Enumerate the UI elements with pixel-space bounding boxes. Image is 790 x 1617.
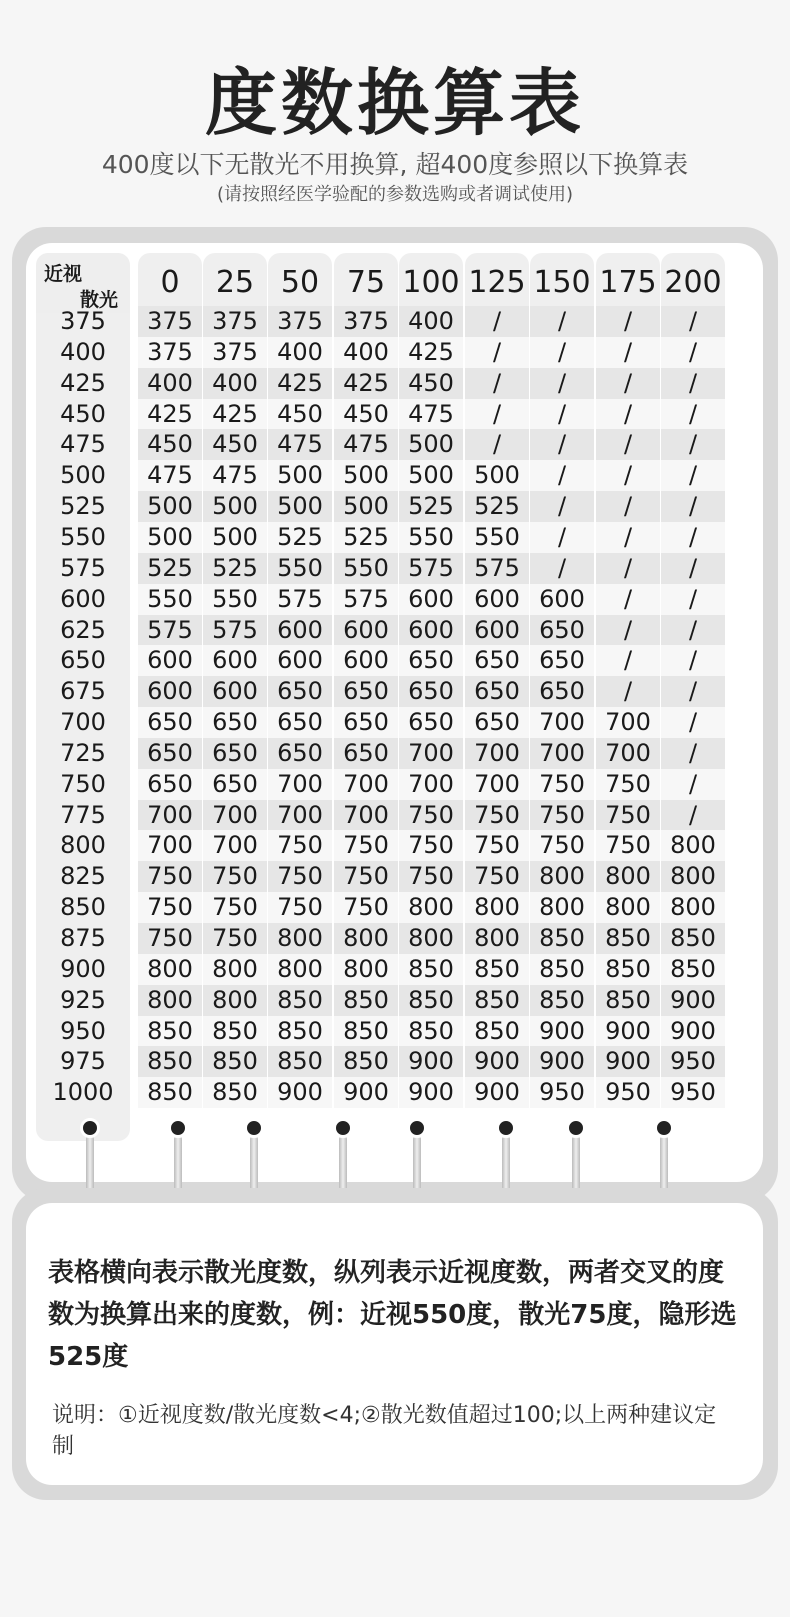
row-header: 425 bbox=[60, 368, 106, 397]
table-cell: 475 bbox=[138, 460, 202, 491]
table-cell: 525 bbox=[334, 522, 398, 553]
table-cell: / bbox=[661, 584, 725, 615]
table-cell: / bbox=[661, 337, 725, 368]
table-cell: / bbox=[530, 491, 594, 522]
table-cell: 850 bbox=[465, 1016, 529, 1047]
table-cell: 450 bbox=[203, 429, 267, 460]
table-cell: 850 bbox=[334, 1016, 398, 1047]
table-cell: 600 bbox=[203, 645, 267, 676]
table-cell: / bbox=[465, 306, 529, 337]
table-cell: 525 bbox=[203, 553, 267, 584]
table-cell: 750 bbox=[203, 923, 267, 954]
row-header: 375 bbox=[60, 307, 106, 335]
table-cell: 600 bbox=[268, 615, 332, 646]
page-title: 度数换算表 bbox=[204, 61, 585, 145]
table-cell: 700 bbox=[465, 738, 529, 769]
table-cell: / bbox=[661, 738, 725, 769]
column-header: 150 bbox=[530, 253, 594, 313]
table-cell: 750 bbox=[399, 830, 463, 861]
row-header: 775 bbox=[60, 800, 106, 829]
table-cell: 800 bbox=[530, 861, 594, 892]
table-cell: 375 bbox=[138, 337, 202, 368]
custom-order-note: 说明：①近视度数/散光度数<4;②散光数值超过100;以上两种建议定制 bbox=[52, 1403, 717, 1459]
table-cell: 750 bbox=[399, 861, 463, 892]
row-header: 725 bbox=[60, 738, 106, 767]
table-cell: 850 bbox=[530, 954, 594, 985]
table-cell: 950 bbox=[661, 1077, 725, 1108]
table-cell: 525 bbox=[268, 522, 332, 553]
table-cell: 800 bbox=[596, 892, 660, 923]
table-cell: 850 bbox=[530, 923, 594, 954]
table-cell: 600 bbox=[465, 584, 529, 615]
table-cell: 850 bbox=[334, 985, 398, 1016]
table-cell: 525 bbox=[465, 491, 529, 522]
table-cell: / bbox=[596, 399, 660, 430]
table-cell: 550 bbox=[138, 584, 202, 615]
table-cell: 400 bbox=[138, 368, 202, 399]
table-cell: 850 bbox=[138, 1077, 202, 1108]
table-cell: 750 bbox=[596, 769, 660, 800]
table-corner-header bbox=[36, 253, 130, 313]
table-cell: 950 bbox=[530, 1077, 594, 1108]
table-cell: 600 bbox=[138, 645, 202, 676]
table-cell: 850 bbox=[399, 1016, 463, 1047]
table-cell: 850 bbox=[399, 954, 463, 985]
table-cell: 525 bbox=[138, 553, 202, 584]
table-cell: 850 bbox=[138, 1016, 202, 1047]
table-cell: 850 bbox=[138, 1046, 202, 1077]
table-cell: 700 bbox=[203, 830, 267, 861]
table-cell: 650 bbox=[334, 676, 398, 707]
table-cell: / bbox=[661, 769, 725, 800]
table-cell: / bbox=[661, 429, 725, 460]
table-cell: / bbox=[661, 615, 725, 646]
table-cell: 800 bbox=[334, 923, 398, 954]
table-cell: 600 bbox=[334, 615, 398, 646]
table-cell: 475 bbox=[334, 429, 398, 460]
table-cell: 700 bbox=[334, 800, 398, 831]
table-cell: 900 bbox=[399, 1046, 463, 1077]
table-cell: / bbox=[596, 615, 660, 646]
table-cell: 425 bbox=[203, 399, 267, 430]
table-cell: 650 bbox=[334, 738, 398, 769]
table-cell: / bbox=[465, 337, 529, 368]
row-header: 1000 bbox=[52, 1078, 114, 1107]
table-cell: / bbox=[661, 522, 725, 553]
table-cell: 850 bbox=[661, 923, 725, 954]
table-cell: 575 bbox=[334, 584, 398, 615]
table-cell: 900 bbox=[334, 1077, 398, 1108]
table-cell: 375 bbox=[203, 306, 267, 337]
table-cell: / bbox=[530, 306, 594, 337]
binder-hole-top bbox=[496, 1118, 516, 1138]
binder-hole-top bbox=[566, 1118, 586, 1138]
table-cell: 850 bbox=[268, 1046, 332, 1077]
table-cell: 750 bbox=[399, 800, 463, 831]
column-header: 50 bbox=[268, 253, 332, 313]
table-cell: / bbox=[530, 399, 594, 430]
table-cell: 850 bbox=[268, 985, 332, 1016]
table-cell: 900 bbox=[530, 1046, 594, 1077]
table-cell: 900 bbox=[596, 1016, 660, 1047]
table-cell: 750 bbox=[138, 923, 202, 954]
table-cell: 900 bbox=[661, 1016, 725, 1047]
row-header: 525 bbox=[60, 492, 106, 521]
table-cell: 500 bbox=[334, 460, 398, 491]
table-cell: 850 bbox=[203, 1046, 267, 1077]
table-cell: 850 bbox=[661, 954, 725, 985]
table-cell: 800 bbox=[334, 954, 398, 985]
table-cell: 500 bbox=[399, 429, 463, 460]
column-header: 25 bbox=[203, 253, 267, 313]
table-cell: 800 bbox=[268, 954, 332, 985]
table-cell: 575 bbox=[399, 553, 463, 584]
table-cell: / bbox=[596, 306, 660, 337]
row-header: 700 bbox=[60, 708, 106, 737]
table-cell: 850 bbox=[530, 985, 594, 1016]
table-cell: 800 bbox=[399, 923, 463, 954]
table-cell: 700 bbox=[203, 800, 267, 831]
table-cell: 650 bbox=[530, 676, 594, 707]
table-cell: / bbox=[530, 460, 594, 491]
table-cell: 800 bbox=[138, 954, 202, 985]
table-cell: 550 bbox=[203, 584, 267, 615]
table-cell: 550 bbox=[334, 553, 398, 584]
table-cell: 850 bbox=[203, 1077, 267, 1108]
table-cell: 750 bbox=[530, 830, 594, 861]
table-cell: 800 bbox=[268, 923, 332, 954]
table-cell: 750 bbox=[268, 892, 332, 923]
table-cell: 800 bbox=[465, 892, 529, 923]
table-cell: 500 bbox=[399, 460, 463, 491]
table-cell: 850 bbox=[399, 985, 463, 1016]
table-cell: 650 bbox=[530, 615, 594, 646]
table-cell: / bbox=[661, 553, 725, 584]
table-cell: 600 bbox=[138, 676, 202, 707]
table-cell: 450 bbox=[399, 368, 463, 399]
column-header: 175 bbox=[596, 253, 660, 313]
row-header: 500 bbox=[60, 461, 106, 490]
table-cell: 750 bbox=[465, 830, 529, 861]
table-cell: 550 bbox=[465, 522, 529, 553]
row-header: 475 bbox=[60, 430, 106, 459]
table-cell: 700 bbox=[465, 769, 529, 800]
table-cell: 450 bbox=[268, 399, 332, 430]
table-cell: 850 bbox=[268, 1016, 332, 1047]
table-cell: 650 bbox=[203, 738, 267, 769]
table-cell: 400 bbox=[399, 306, 463, 337]
table-cell: 550 bbox=[268, 553, 332, 584]
table-cell: 650 bbox=[465, 645, 529, 676]
table-cell: 800 bbox=[530, 892, 594, 923]
corner-astigmatism-label: 散光 bbox=[80, 289, 119, 311]
table-cell: 650 bbox=[334, 707, 398, 738]
table-cell: 700 bbox=[268, 800, 332, 831]
row-header: 650 bbox=[60, 646, 106, 675]
table-cell: 375 bbox=[334, 306, 398, 337]
row-header: 875 bbox=[60, 924, 106, 952]
column-header: 75 bbox=[334, 253, 398, 313]
table-cell: / bbox=[530, 337, 594, 368]
column-header: 125 bbox=[465, 253, 529, 313]
binder-hole-top bbox=[244, 1118, 264, 1138]
column-header: 0 bbox=[138, 253, 202, 313]
table-cell: 750 bbox=[530, 800, 594, 831]
table-cell: 750 bbox=[334, 830, 398, 861]
table-cell: 600 bbox=[203, 676, 267, 707]
table-cell: / bbox=[596, 553, 660, 584]
table-cell: 700 bbox=[399, 738, 463, 769]
table-cell: / bbox=[661, 306, 725, 337]
table-cell: 425 bbox=[334, 368, 398, 399]
table-cell: 650 bbox=[268, 738, 332, 769]
binder-hole-top bbox=[333, 1118, 353, 1138]
table-cell: 750 bbox=[203, 892, 267, 923]
row-header: 900 bbox=[60, 954, 106, 983]
page-subtitle: 400度以下无散光不用换算, 超400度参照以下换算表 bbox=[101, 150, 689, 179]
row-header: 825 bbox=[60, 862, 106, 891]
table-cell: 425 bbox=[268, 368, 332, 399]
usage-note: (请按照经医学验配的参数选购或者调试使用) bbox=[216, 184, 574, 205]
table-cell: / bbox=[530, 553, 594, 584]
row-header: 750 bbox=[60, 769, 106, 798]
table-cell: 600 bbox=[465, 615, 529, 646]
table-cell: 650 bbox=[530, 645, 594, 676]
table-cell: 600 bbox=[399, 615, 463, 646]
table-cell: 800 bbox=[596, 861, 660, 892]
table-cell: 375 bbox=[203, 337, 267, 368]
table-cell: / bbox=[596, 522, 660, 553]
table-cell: 700 bbox=[596, 738, 660, 769]
table-cell: 650 bbox=[203, 769, 267, 800]
table-explanation: 表格横向表示散光度数，纵列表示近视度数，两者交叉的度数为换算出来的度数，例：近视550度，散光75度，隐形选525度 bbox=[48, 1258, 737, 1372]
table-cell: / bbox=[661, 368, 725, 399]
table-cell: 750 bbox=[138, 861, 202, 892]
table-cell: / bbox=[596, 584, 660, 615]
table-cell: 700 bbox=[138, 830, 202, 861]
table-cell: / bbox=[596, 460, 660, 491]
table-cell: 650 bbox=[138, 769, 202, 800]
corner-myopia-label: 近视 bbox=[44, 263, 83, 285]
table-cell: 650 bbox=[203, 707, 267, 738]
table-cell: 850 bbox=[203, 1016, 267, 1047]
table-cell: 700 bbox=[399, 769, 463, 800]
table-cell: / bbox=[530, 368, 594, 399]
table-cell: / bbox=[661, 399, 725, 430]
table-cell: 800 bbox=[138, 985, 202, 1016]
table-cell: 800 bbox=[661, 861, 725, 892]
table-cell: 650 bbox=[268, 676, 332, 707]
table-cell: 750 bbox=[268, 861, 332, 892]
table-cell: 600 bbox=[268, 645, 332, 676]
table-cell: 475 bbox=[203, 460, 267, 491]
table-cell: 700 bbox=[530, 738, 594, 769]
table-cell: / bbox=[596, 645, 660, 676]
table-cell: 575 bbox=[465, 553, 529, 584]
table-cell: / bbox=[661, 645, 725, 676]
table-cell: 900 bbox=[661, 985, 725, 1016]
table-cell: / bbox=[465, 368, 529, 399]
table-cell: 450 bbox=[138, 429, 202, 460]
table-cell: 750 bbox=[530, 769, 594, 800]
binder-hole-top bbox=[80, 1118, 100, 1138]
table-cell: / bbox=[661, 800, 725, 831]
table-cell: 750 bbox=[334, 861, 398, 892]
table-cell: 475 bbox=[268, 429, 332, 460]
table-cell: 750 bbox=[268, 830, 332, 861]
table-cell: / bbox=[661, 460, 725, 491]
table-cell: / bbox=[465, 399, 529, 430]
table-cell: / bbox=[596, 491, 660, 522]
table-cell: 700 bbox=[530, 707, 594, 738]
table-cell: 900 bbox=[399, 1077, 463, 1108]
table-cell: 650 bbox=[399, 645, 463, 676]
table-cell: 500 bbox=[203, 491, 267, 522]
table-cell: 800 bbox=[465, 923, 529, 954]
table-cell: 500 bbox=[138, 522, 202, 553]
table-cell: 900 bbox=[268, 1077, 332, 1108]
table-cell: 650 bbox=[465, 676, 529, 707]
table-cell: 900 bbox=[465, 1077, 529, 1108]
table-cell: 375 bbox=[138, 306, 202, 337]
table-cell: / bbox=[596, 368, 660, 399]
table-cell: 800 bbox=[203, 985, 267, 1016]
table-cell: 650 bbox=[268, 707, 332, 738]
row-header: 975 bbox=[60, 1047, 106, 1076]
table-cell: 700 bbox=[138, 800, 202, 831]
table-cell: 600 bbox=[530, 584, 594, 615]
table-cell: 500 bbox=[268, 460, 332, 491]
table-cell: 500 bbox=[138, 491, 202, 522]
table-cell: 550 bbox=[399, 522, 463, 553]
row-header: 575 bbox=[60, 553, 106, 582]
table-cell: 500 bbox=[203, 522, 267, 553]
row-header: 625 bbox=[60, 615, 106, 644]
table-cell: 450 bbox=[334, 399, 398, 430]
table-cell: / bbox=[596, 337, 660, 368]
row-header: 550 bbox=[60, 522, 106, 551]
table-cell: 400 bbox=[203, 368, 267, 399]
binder-hole-top bbox=[168, 1118, 188, 1138]
table-cell: / bbox=[661, 676, 725, 707]
table-cell: / bbox=[661, 707, 725, 738]
row-header: 600 bbox=[60, 584, 106, 613]
table-cell: 400 bbox=[334, 337, 398, 368]
table-cell: 425 bbox=[138, 399, 202, 430]
table-cell: 400 bbox=[268, 337, 332, 368]
table-cell: 650 bbox=[465, 707, 529, 738]
table-cell: 950 bbox=[596, 1077, 660, 1108]
table-cell: 425 bbox=[399, 337, 463, 368]
table-cell: 900 bbox=[596, 1046, 660, 1077]
table-cell: / bbox=[530, 429, 594, 460]
table-cell: 800 bbox=[661, 830, 725, 861]
table-cell: 650 bbox=[138, 738, 202, 769]
table-cell: 900 bbox=[530, 1016, 594, 1047]
table-cell: 700 bbox=[268, 769, 332, 800]
table-cell: 750 bbox=[138, 892, 202, 923]
row-header: 400 bbox=[60, 337, 106, 366]
column-header: 200 bbox=[661, 253, 725, 313]
row-header: 950 bbox=[60, 1016, 106, 1045]
table-cell: 600 bbox=[334, 645, 398, 676]
table-cell: 700 bbox=[596, 707, 660, 738]
table-cell: 750 bbox=[334, 892, 398, 923]
row-header: 675 bbox=[60, 677, 106, 706]
table-cell: / bbox=[596, 676, 660, 707]
table-cell: 750 bbox=[596, 830, 660, 861]
table-cell: 850 bbox=[465, 954, 529, 985]
table-cell: 575 bbox=[268, 584, 332, 615]
table-cell: / bbox=[530, 522, 594, 553]
table-cell: 650 bbox=[399, 707, 463, 738]
binder-hole-top bbox=[407, 1118, 427, 1138]
table-cell: 850 bbox=[596, 923, 660, 954]
binder-hole-top bbox=[654, 1118, 674, 1138]
table-cell: 800 bbox=[661, 892, 725, 923]
row-header: 800 bbox=[60, 831, 106, 860]
row-header: 450 bbox=[60, 399, 106, 428]
table-cell: 850 bbox=[596, 954, 660, 985]
table-cell: 800 bbox=[203, 954, 267, 985]
table-cell: 750 bbox=[596, 800, 660, 831]
column-header: 100 bbox=[399, 253, 463, 313]
row-header: 850 bbox=[60, 893, 106, 922]
table-cell: 575 bbox=[138, 615, 202, 646]
table-cell: 700 bbox=[334, 769, 398, 800]
table-cell: 950 bbox=[661, 1046, 725, 1077]
table-cell: 500 bbox=[268, 491, 332, 522]
table-cell: 800 bbox=[399, 892, 463, 923]
table-cell: 650 bbox=[138, 707, 202, 738]
table-cell: / bbox=[465, 429, 529, 460]
table-cell: 750 bbox=[465, 861, 529, 892]
table-cell: 850 bbox=[465, 985, 529, 1016]
table-cell: 600 bbox=[399, 584, 463, 615]
table-cell: 750 bbox=[465, 800, 529, 831]
row-header: 925 bbox=[60, 985, 106, 1014]
table-cell: 525 bbox=[399, 491, 463, 522]
table-cell: / bbox=[661, 491, 725, 522]
table-cell: 475 bbox=[399, 399, 463, 430]
table-cell: 575 bbox=[203, 615, 267, 646]
table-cell: 850 bbox=[334, 1046, 398, 1077]
table-cell: 650 bbox=[399, 676, 463, 707]
table-cell: / bbox=[596, 429, 660, 460]
table-cell: 850 bbox=[596, 985, 660, 1016]
table-cell: 500 bbox=[334, 491, 398, 522]
table-cell: 900 bbox=[465, 1046, 529, 1077]
table-cell: 750 bbox=[203, 861, 267, 892]
table-cell: 375 bbox=[268, 306, 332, 337]
table-cell: 500 bbox=[465, 460, 529, 491]
